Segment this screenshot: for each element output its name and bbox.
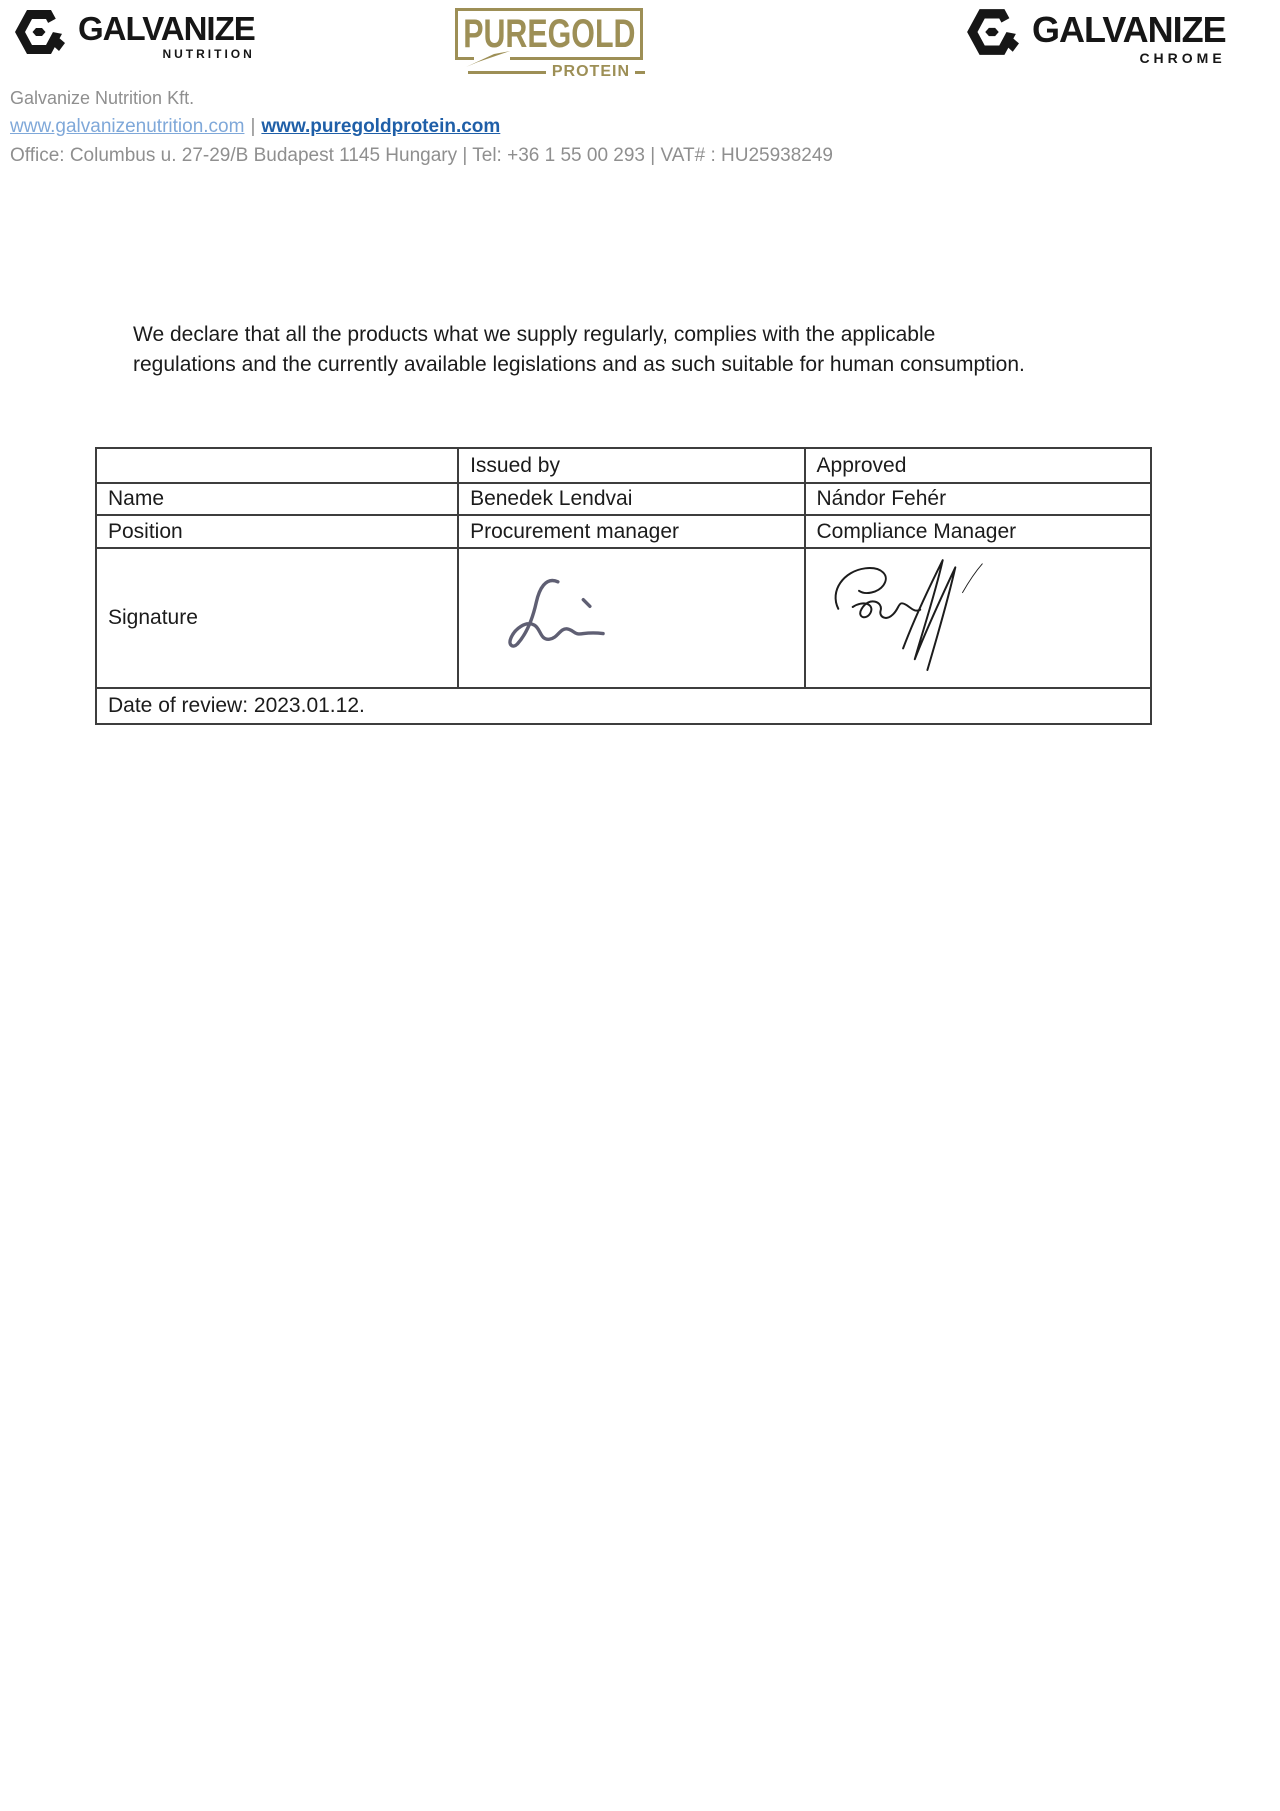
table-header-row xyxy=(96,448,1151,483)
name-approved-cell: Nándor Fehér xyxy=(805,483,1151,515)
benedek-lendvai-signature-icon xyxy=(470,647,652,670)
galvanize-hexagon-icon xyxy=(964,8,1020,61)
galvanize-nutrition-brand-text: GALVANIZE xyxy=(78,10,255,47)
name-row xyxy=(96,483,1151,515)
puregoldprotein-link[interactable]: www.puregoldprotein.com xyxy=(261,116,501,137)
puregold-descriptor-text: PROTEIN xyxy=(551,63,630,80)
puregold-speech-tail-icon xyxy=(466,51,510,72)
puregold-brand-text: PUREGOLD xyxy=(462,12,636,56)
name-issued-by-cell: Benedek Lendvai xyxy=(458,483,804,515)
company-name: Galvanize Nutrition Kft. xyxy=(10,88,195,108)
galvanize-hexagon-icon xyxy=(12,8,66,61)
position-issued-by-cell: Procurement manager xyxy=(458,515,804,548)
position-approved-cell: Compliance Manager xyxy=(805,515,1151,548)
galvanize-nutrition-descriptor-text: NUTRITION xyxy=(162,47,255,61)
puregold-logo-frame xyxy=(455,8,643,60)
link-separator: | xyxy=(250,116,256,137)
galvanizenutrition-link[interactable]: www.galvanizenutrition.com xyxy=(10,116,245,137)
approval-table xyxy=(95,447,1152,725)
office-address-line: Office: Columbus u. 27-29/B Budapest 1145 Hungary | Tel: +36 1 55 00 293 | VAT# : HU25938249 xyxy=(10,145,834,166)
signature-label-cell: Signature xyxy=(96,548,458,688)
galvanize-chrome-logo xyxy=(964,8,1226,65)
contact-block xyxy=(10,84,833,170)
approved-signature-cell xyxy=(805,548,1151,688)
position-label-cell: Position xyxy=(96,515,458,548)
date-of-review-row xyxy=(96,688,1151,724)
header-empty-cell xyxy=(96,448,458,483)
signature-row xyxy=(96,548,1151,688)
galvanize-chrome-brand-text: GALVANIZE xyxy=(1032,9,1226,50)
header-approved-cell: Approved xyxy=(805,448,1151,483)
declaration-paragraph: We declare that all the products what we supply regularly, complies with the applicable regulations and the currently available legislations and as such suitable for human consumption. xyxy=(133,323,1025,376)
date-of-review-cell: Date of review: 2023.01.12. xyxy=(96,688,1151,724)
header-issued-by-cell: Issued by xyxy=(458,448,804,483)
issued-by-signature-cell xyxy=(458,548,804,688)
nandor-feher-signature-icon xyxy=(817,661,999,684)
position-row xyxy=(96,515,1151,548)
galvanize-nutrition-logo xyxy=(12,8,255,61)
galvanize-chrome-descriptor-text: CHROME xyxy=(1139,50,1226,66)
name-label-cell: Name xyxy=(96,483,458,515)
puregold-protein-logo xyxy=(455,8,645,80)
website-links-line xyxy=(10,112,833,142)
